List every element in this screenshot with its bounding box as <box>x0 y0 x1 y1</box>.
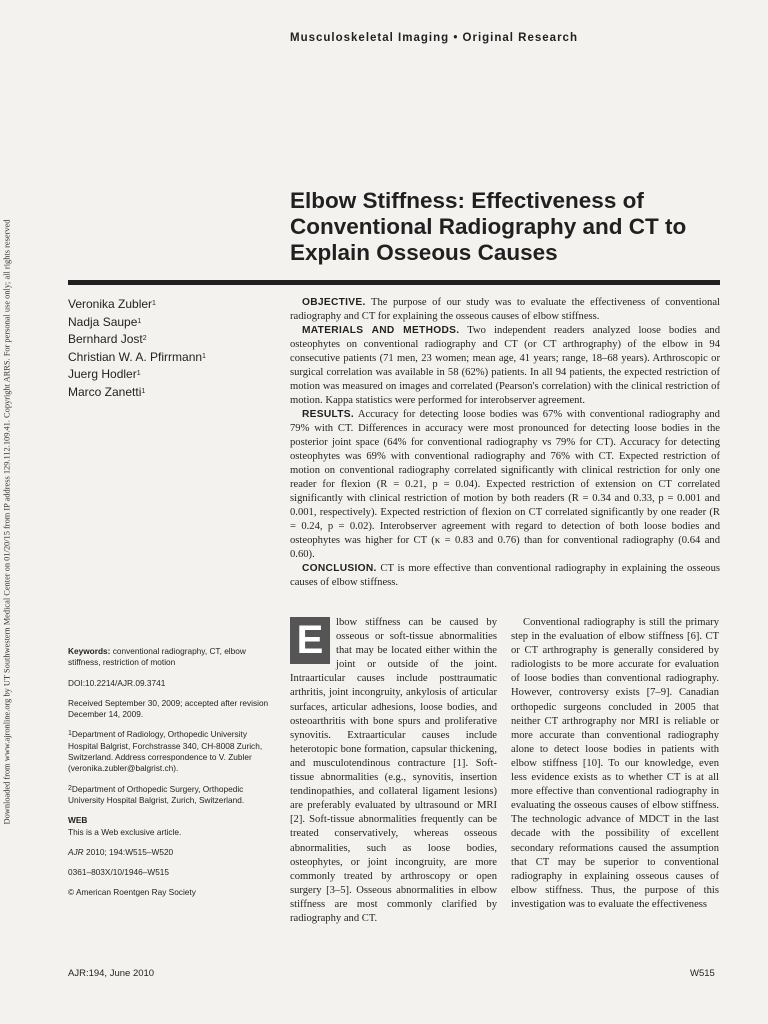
article-metadata <box>68 646 274 908</box>
conclusion-text: CT is more effective than conventional radiography in explaining the osseous causes of elbow stiffness. <box>290 563 720 588</box>
abstract-results <box>290 408 720 562</box>
author <box>68 349 206 367</box>
author-name: Veronika Zubler <box>68 297 153 311</box>
methods-text: Two independent readers analyzed loose bodies and osteophytes on conventional radiography and CT (or CT arthrography) of the elbow in 94 consecutive patients (71 men, 23 women; mean age, 41 years; range, 18–68 years). Arthroscopic or surgical correlation was available in 58 (62%) patients. In all 94 patients, the expected restriction of motion was measured on images and correlated (Pearson's correlation) with the clinical restriction of motion. Kappa statistics were performed for interobserver agreement. <box>290 325 720 406</box>
citation-details: 2010; 194:W515–W520 <box>83 846 174 857</box>
objective-text: The purpose of our study was to evaluate the effectiveness of conventional radiography and CT for explaining the osseous causes of elbow stiffness. <box>290 297 720 322</box>
download-notice: Downloaded from www.ajronline.org by UT Southwestern Medical Center on 01/20/15 from IP address 129.112.109.41. Copyright ARRS. For personal use only; all rights reserved <box>2 219 12 825</box>
results-heading: RESULTS. <box>302 409 355 420</box>
keywords-label: Keywords: <box>68 646 111 656</box>
drop-cap: E <box>290 617 330 664</box>
author-name: Nadja Saupe <box>68 314 138 329</box>
section-header: Musculoskeletal Imaging • Original Research <box>290 32 578 44</box>
body-column-2 <box>511 616 719 912</box>
web-heading: WEB <box>68 815 88 826</box>
author-affiliation: 1 <box>141 387 146 395</box>
footer-journal-issue: AJR:194, June 2010 <box>68 968 155 979</box>
abstract <box>290 296 720 590</box>
author <box>68 384 206 402</box>
author-affiliation: 2 <box>142 335 147 343</box>
affiliation-1-text: Department of Radiology, Orthopedic University Hospital Balgrist, Forchstrasse 340, CH-8008 Zurich, Switzerland. Address correspondence to V. Zubler (veronika.zubler@balgrist.ch). <box>68 729 263 774</box>
author-name: Juerg Hodler <box>68 367 137 382</box>
article-title: Elbow Stiffness: Effectiveness of Conventional Radiography and CT to Explain Osseous Causes <box>290 188 687 265</box>
author-name: Bernhard Jost <box>68 332 143 347</box>
received-dates: Received September 30, 2009; accepted after revision December 14, 2009. <box>68 697 269 720</box>
author-affiliation: 1 <box>136 370 141 378</box>
abstract-objective <box>290 296 720 324</box>
author-list <box>68 296 206 402</box>
web-note <box>68 815 274 838</box>
doi[interactable]: DOI:10.2214/AJR.09.3741 <box>68 677 166 688</box>
author-name: Christian W. A. Pfirrmann <box>68 349 203 364</box>
author-affiliation: 1 <box>202 352 206 360</box>
affiliation-1-number: 1 <box>68 730 72 738</box>
web-text: This is a Web exclusive article. <box>68 826 182 837</box>
citation-journal: AJR <box>68 846 84 857</box>
abstract-methods <box>290 324 720 408</box>
affiliation-2-text: Department of Orthopedic Surgery, Orthopedic University Hospital Balgrist, Zurich, Switzerland. <box>68 783 245 805</box>
author-affiliation: 1 <box>137 317 142 325</box>
results-text: Accuracy for detecting loose bodies was 67% with conventional radiography and 79% with CT. Differences in accuracy were most pronounced for detecting loose bodies in the posterior joint space (64% for conventional radiography vs 79% for CT). Accuracy for detecting osteophytes was 69% with conventional radiography and 76% with CT. Expected restriction of motion on conventional radiography correlated significantly with clinical restriction for only one reader for flexion (R = 0.21, p = 0.04). Expected restriction of extension on CT correlated significantly with clinical restriction of motion by both readers (R = 0.34 and 0.33, p = 0.001 and 0.001, respectively). Expected restriction of flexion on CT correlated significantly by one reader (R = 0.24, p = 0.02). Interobserver agreement with regard to detection of both loose bodies and osteophytes was higher for CT (κ = 0.83 and 0.76) than for conventional radiography (0.64 and 0.60). <box>290 409 720 560</box>
author <box>68 366 206 384</box>
author <box>68 296 206 314</box>
methods-heading: MATERIALS AND METHODS. <box>302 325 460 336</box>
author-affiliation: 1 <box>152 300 156 307</box>
intro-paragraph-2: Conventional radiography is still the primary step in the evaluation of elbow stiffness [6]. CT or CT arthrography is generally considered by radiologists to be more accurate for evaluation of loose bodies than conventional radiography. However, controversy exists [7–9]. Canadian orthopedic surgeons concluded in 2005 that neither CT arthrography nor MRI is reliable or more accurate than conventional radiography alone to detect loose bodies in patients with elbow stiffness [10]. To our knowledge, even less evidence exists as to whether CT is at all more effective than conventional radiography in evaluating the osseous causes of elbow stiffness. The technologic advance of MDCT in the last decade with the possibility of excellent secondary reformations caused the assumption that CT may be superior to conventional radiography in explaining osseous causes of elbow stiffness. Thus, the purpose of this investigation was to evaluate the effectiveness <box>511 617 719 910</box>
title-divider <box>68 280 720 285</box>
objective-heading: OBJECTIVE. <box>302 297 366 308</box>
body-column-1 <box>290 616 497 926</box>
author <box>68 331 206 349</box>
author <box>68 314 206 332</box>
affiliation-2 <box>68 784 274 807</box>
issn: 0361–803X/10/1946–W515 <box>68 867 170 878</box>
citation <box>68 847 274 858</box>
affiliation-2-number: 2 <box>68 784 72 792</box>
affiliation-1 <box>68 729 274 774</box>
intro-paragraph-1: lbow stiffness can be caused by osseous or soft-tissue abnormalities that may be located either within the joint or outside of the joint. Intraarticular causes include posttraumatic arthritis, joint incongruity, ankylosis of articular surfaces, articular adhesions, loose bodies, and osteoarthritis with bone spurs and proliferative synovitis. Extraarticular causes include heterotopic bone formation, capsular thickening, and musculotendinous contracture [1]. Soft-tissue abnormalities (e.g., synovitis, insertion tendinopathies, and collateral ligament lesions) are preferably evaluated by ultrasound or MRI [2]. Soft-tissue abnormalities frequently can be treated conservatively, whereas osseous abnormalities, such as loose bodies, osteophytes, or joint incongruity, are more commonly treated by arthroscopy or open surgery [3–5]. Osseous abnormalities in elbow stiffness are most commonly clarified by radiography and CT. <box>290 617 497 924</box>
conclusion-heading: CONCLUSION. <box>302 563 377 574</box>
author-name: Marco Zanetti <box>68 384 142 399</box>
keywords-text: conventional radiography, CT, elbow stiffness, restriction of motion <box>68 646 246 668</box>
footer-page-number: W515 <box>690 968 715 979</box>
copyright: © American Roentgen Ray Society <box>68 887 196 898</box>
abstract-conclusion <box>290 562 720 590</box>
keywords <box>68 646 274 669</box>
